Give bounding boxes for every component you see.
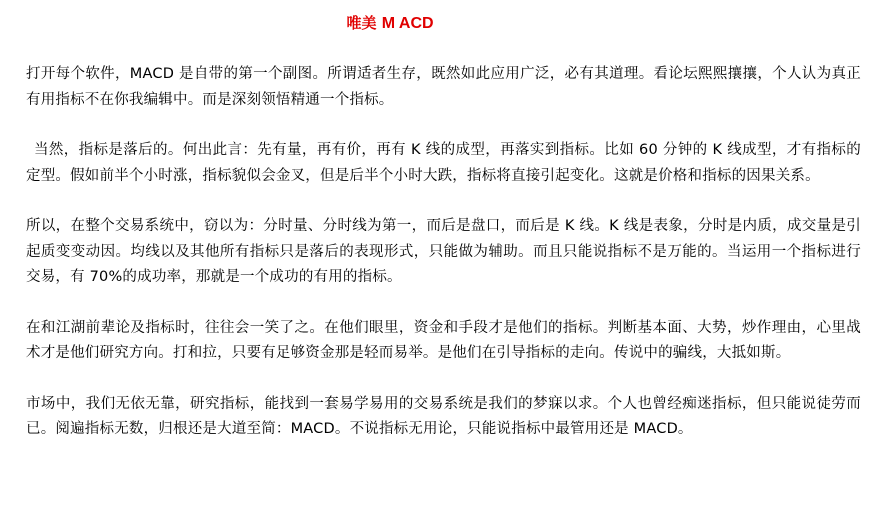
title-chinese: 唯美 <box>346 14 377 32</box>
paragraph-4: 在和江湖前辈论及指标时，往往会一笑了之。在他们眼里，资金和手段才是他们的指标。判断基本面、大势，炒作理由，心里战术才是他们研究方向。打和拉，只要有足够资金那是轻而易举。是他们在引导指标的走向。传说中的骗线，大抵如斯。 <box>26 319 861 361</box>
paragraph-1: 打开每个软件，MACD 是自带的第一个副图。所谓适者生存，既然如此应用广泛，必有其道理。看论坛熙熙攘攘，个人认为真正有用指标不在你我编辑中。而是深刻领悟精通一个指标。 <box>26 66 861 108</box>
paragraph-3: 所以，在整个交易系统中，窃以为：分时量、分时线为第一，而后是盘口，而后是 K 线。K 线是表象，分时是内质，成交量是引起质变变动因。均线以及其他所有指标只是落后的表现形式，只能做为辅助。而且只能说指标不是万能的。当运用一个指标进行交易，有 70%的成功率，那就是一个成功的有用的指标。 <box>26 218 861 285</box>
article-body <box>26 62 861 468</box>
title-latin: M ACD <box>381 15 434 32</box>
document-title <box>0 12 780 33</box>
paragraph-5: 市场中，我们无依无靠，研究指标，能找到一套易学易用的交易系统是我们的梦寐以求。个人也曾经痴迷指标，但只能说徒劳而已。阅遍指标无数，归根还是大道至简：MACD。不说指标无用论，只能说指标中最管用还是 MACD。 <box>26 395 861 437</box>
paragraph-2: 当然，指标是落后的。何出此言：先有量，再有价，再有 K 线的成型，再落实到指标。比如 60 分钟的 K 线成型，才有指标的定型。假如前半个小时涨，指标貌似会金叉，但是后半个小时大跌，指标将直接引起变化。这就是价格和指标的因果关系。 <box>26 142 861 184</box>
